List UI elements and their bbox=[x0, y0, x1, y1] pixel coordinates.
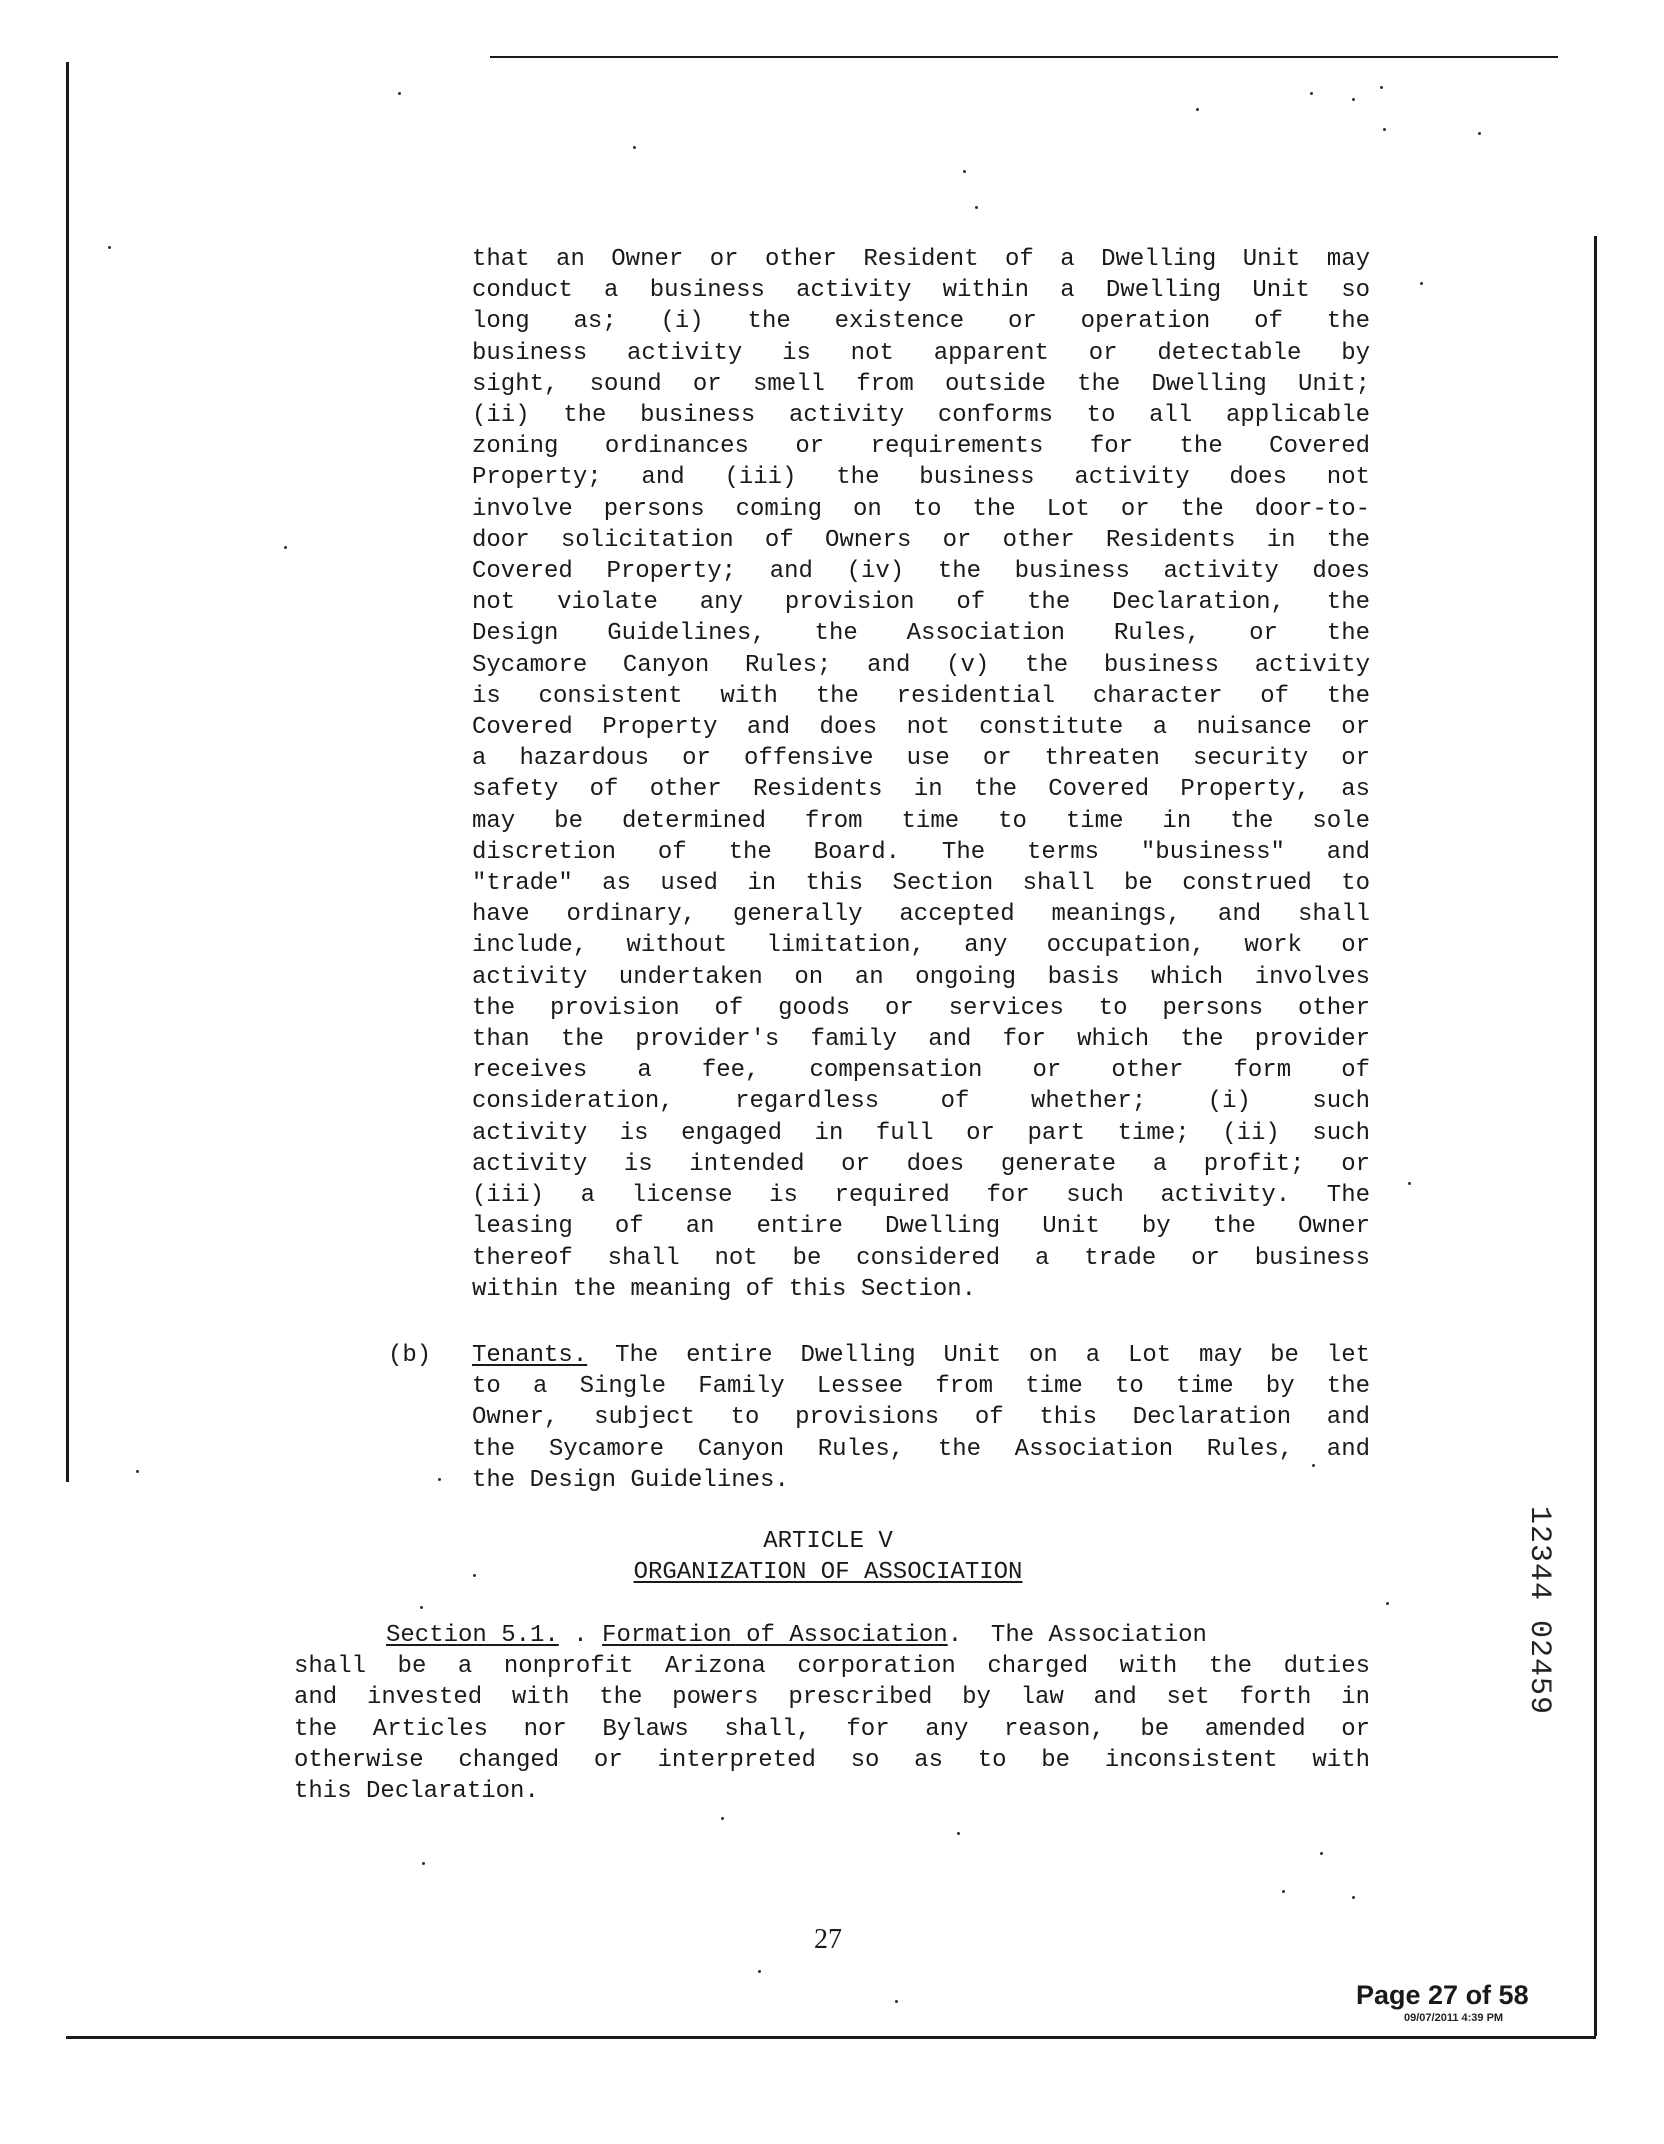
text-line: a hazardous or offensive use or threaten security or bbox=[472, 745, 1370, 773]
page-number: 27 bbox=[814, 1924, 842, 1955]
text-line: include, without limitation, any occupation, work or bbox=[472, 932, 1370, 960]
text-line: Covered Property; and (iv) the business activity does bbox=[472, 558, 1370, 586]
scan-speck bbox=[473, 1574, 476, 1577]
text-line: otherwise changed or interpreted so as to be inconsistent with bbox=[294, 1746, 1370, 1774]
text-line: and invested with the powers prescribed by law and set forth in bbox=[294, 1684, 1370, 1712]
scan-speck bbox=[438, 1478, 441, 1481]
scan-speck bbox=[1386, 1602, 1389, 1605]
text-line: the provision of goods or services to persons other bbox=[472, 994, 1370, 1022]
text-line: safety of other Residents in the Covered Property, as bbox=[472, 776, 1370, 804]
article-title: ORGANIZATION OF ASSOCIATION bbox=[633, 1559, 1023, 1586]
text-line: (iii) a license is required for such activity. The bbox=[472, 1182, 1370, 1210]
text-line: conduct a business activity within a Dwelling Unit so bbox=[472, 277, 1370, 305]
scan-speck bbox=[721, 1817, 724, 1820]
scan-speck bbox=[1352, 98, 1355, 101]
scan-speck bbox=[420, 1606, 423, 1609]
scan-speck bbox=[1478, 132, 1481, 135]
section-5-1-first-line: Section 5.1. . Formation of Association. The Association bbox=[386, 1622, 1207, 1649]
scan-speck bbox=[398, 92, 401, 95]
text-line: activity is intended or does generate a profit; or bbox=[472, 1150, 1370, 1178]
text-line: thereof shall not be considered a trade or business bbox=[472, 1244, 1370, 1272]
scan-speck bbox=[1420, 282, 1423, 285]
article-number: ARTICLE V bbox=[763, 1528, 893, 1555]
scan-speck bbox=[422, 1862, 425, 1865]
text-line: (ii) the business activity conforms to all applicable bbox=[472, 402, 1370, 430]
text-line: is consistent with the residential character of the bbox=[472, 682, 1370, 710]
bottom-rule bbox=[66, 2036, 1596, 2039]
scan-speck bbox=[1310, 92, 1313, 95]
text-line: Covered Property and does not constitute a nuisance or bbox=[472, 714, 1370, 742]
scan-speck bbox=[1352, 1896, 1355, 1899]
text-line: receives a fee, compensation or other form of bbox=[472, 1057, 1370, 1085]
paragraph-b-first-line: Tenants. The entire Dwelling Unit on a Lot may be let bbox=[472, 1342, 1370, 1369]
scan-speck bbox=[136, 1470, 139, 1473]
scan-speck bbox=[963, 170, 966, 173]
text-line: activity is engaged in full or part time; (ii) such bbox=[472, 1119, 1370, 1147]
scan-speck bbox=[284, 546, 287, 549]
text-line: may be determined from time to time in the sole bbox=[472, 807, 1370, 835]
text-line: door solicitation of Owners or other Residents in the bbox=[472, 526, 1370, 554]
text-line: activity undertaken on an ongoing basis which involves bbox=[472, 963, 1370, 991]
text-line: involve persons coming on to the Lot or the door-to- bbox=[472, 495, 1370, 523]
page-label: Page 27 of 58 bbox=[1356, 1980, 1529, 2010]
text-line: leasing of an entire Dwelling Unit by the Owner bbox=[472, 1213, 1370, 1241]
text-line: the Articles nor Bylaws shall, for any reason, be amended or bbox=[294, 1715, 1370, 1743]
scan-speck bbox=[895, 2000, 898, 2003]
scan-speck bbox=[1320, 1852, 1323, 1855]
text-line: Property; and (iii) the business activity does not bbox=[472, 464, 1370, 492]
section-heading: Formation of Association bbox=[602, 1622, 948, 1649]
text-line: this Declaration. bbox=[294, 1778, 539, 1806]
paragraph-b-label: (b) bbox=[388, 1342, 432, 1369]
scan-speck bbox=[633, 146, 636, 149]
text-line: zoning ordinances or requirements for the Covered bbox=[472, 433, 1370, 461]
recording-stamp: 12344 02459 bbox=[1522, 1506, 1556, 1716]
scan-speck bbox=[1282, 1890, 1285, 1893]
text-line: consideration, regardless of whether; (i) such bbox=[472, 1088, 1370, 1116]
top-rule bbox=[490, 56, 1558, 58]
text-line: the Sycamore Canyon Rules, the Association Rules, and bbox=[472, 1435, 1370, 1463]
section-5-1 bbox=[294, 1620, 1370, 1807]
text-line: to a Single Family Lessee from time to time by the bbox=[472, 1373, 1370, 1401]
text-line: have ordinary, generally accepted meanings, and shall bbox=[472, 901, 1370, 929]
left-border-rule bbox=[66, 62, 69, 1482]
section-number: Section 5.1. bbox=[386, 1622, 559, 1649]
text-line: long as; (i) the existence or operation of the bbox=[472, 308, 1370, 336]
text-line: the Design Guidelines. bbox=[472, 1466, 789, 1494]
right-border-rule bbox=[1594, 236, 1597, 2036]
text-line: "trade" as used in this Section shall be construed to bbox=[472, 870, 1370, 898]
text-line: business activity is not apparent or detectable by bbox=[472, 339, 1370, 367]
scan-speck bbox=[758, 1970, 761, 1973]
scan-speck bbox=[1408, 1182, 1411, 1185]
text-line: Sycamore Canyon Rules; and (v) the business activity bbox=[472, 651, 1370, 679]
scan-speck bbox=[1383, 128, 1386, 131]
scan-speck bbox=[1196, 108, 1199, 111]
text-line: sight, sound or smell from outside the Dwelling Unit; bbox=[472, 370, 1370, 398]
timestamp: 09/07/2011 4:39 PM bbox=[1404, 2012, 1504, 2024]
tenants-heading: Tenants. bbox=[472, 1342, 588, 1369]
text-line: discretion of the Board. The terms "business" and bbox=[472, 838, 1370, 866]
text-line: within the meaning of this Section. bbox=[472, 1275, 977, 1303]
scan-speck bbox=[975, 206, 978, 209]
scan-speck bbox=[1380, 86, 1383, 89]
paragraph-a-continuation bbox=[472, 244, 1370, 1305]
scan-speck bbox=[108, 246, 111, 249]
text-line: not violate any provision of the Declaration, the bbox=[472, 589, 1370, 617]
text-line: Design Guidelines, the Association Rules, or the bbox=[472, 620, 1370, 648]
paragraph-b-tenants bbox=[472, 1340, 1370, 1496]
scan-speck bbox=[957, 1832, 960, 1835]
text-line: Owner, subject to provisions of this Declaration and bbox=[472, 1404, 1370, 1432]
text-line: that an Owner or other Resident of a Dwelling Unit may bbox=[472, 246, 1370, 273]
text-line: than the provider's family and for which the provider bbox=[472, 1026, 1370, 1054]
text-line: shall be a nonprofit Arizona corporation charged with the duties bbox=[294, 1653, 1370, 1681]
